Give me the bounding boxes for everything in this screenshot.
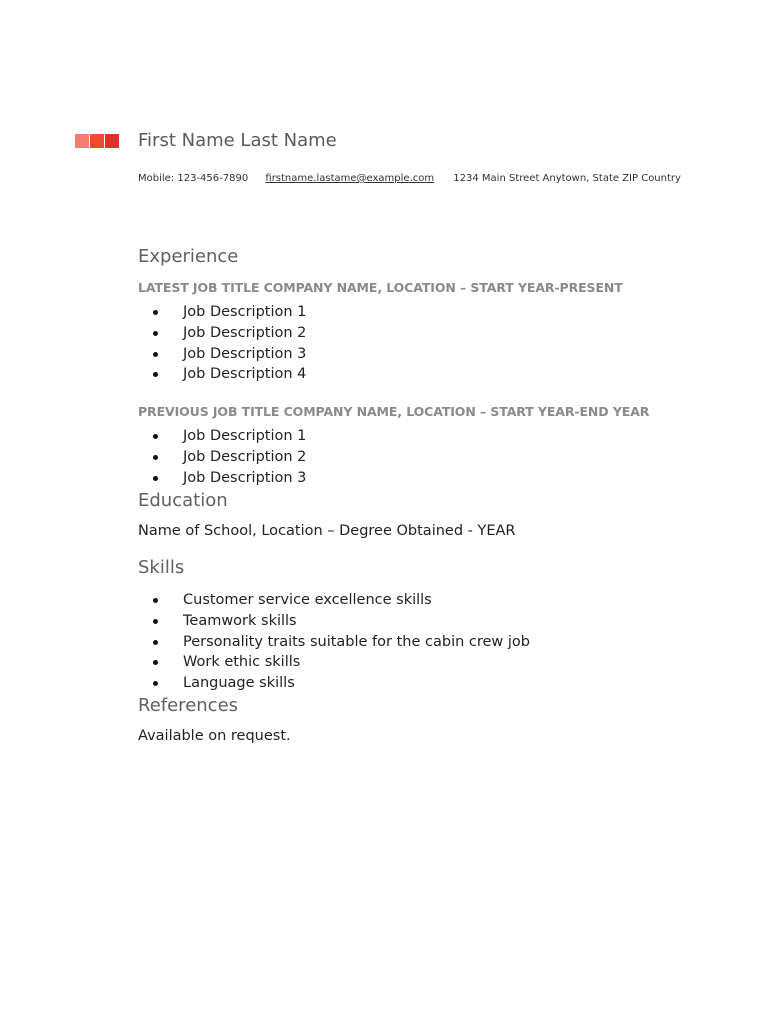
list-item: Job Description 2: [138, 323, 306, 344]
experience-heading: Experience: [138, 246, 239, 267]
list-item: Language skills: [138, 673, 530, 694]
mobile-number: Mobile: 123-456-7890: [138, 173, 249, 184]
full-name: First Name Last Name: [138, 130, 337, 151]
list-item: Job Description 2: [138, 447, 306, 468]
job-title-previous: PREVIOUS JOB TITLE COMPANY NAME, LOCATION – START YEAR-END YEAR: [138, 404, 650, 419]
list-item: Personality traits suitable for the cabin crew job: [138, 632, 530, 653]
education-heading: Education: [138, 490, 228, 511]
list-item: Job Description 1: [138, 302, 306, 323]
address: 1234 Main Street Anytown, State ZIP Country: [453, 173, 681, 184]
email-link[interactable]: firstname.lastame@example.com: [265, 173, 435, 184]
skills-list: [138, 590, 530, 694]
job-list-previous: [138, 426, 306, 488]
list-item: Job Description 4: [138, 364, 306, 385]
list-item: Job Description 1: [138, 426, 306, 447]
job-title-latest: LATEST JOB TITLE COMPANY NAME, LOCATION – START YEAR-PRESENT: [138, 280, 623, 295]
logo-square-1: [75, 134, 89, 148]
list-item: Teamwork skills: [138, 611, 530, 632]
logo-square-3: [105, 134, 119, 148]
logo-square-2: [90, 134, 104, 148]
list-item: Work ethic skills: [138, 652, 530, 673]
contact-line: [138, 173, 681, 184]
logo: [75, 134, 119, 148]
list-item: Customer service excellence skills: [138, 590, 530, 611]
list-item: Job Description 3: [138, 468, 306, 489]
education-entry: Name of School, Location – Degree Obtained - YEAR: [138, 523, 516, 539]
references-text: Available on request.: [138, 728, 291, 744]
references-heading: References: [138, 695, 239, 716]
job-list-latest: [138, 302, 306, 385]
skills-heading: Skills: [138, 557, 185, 578]
list-item: Job Description 3: [138, 344, 306, 365]
